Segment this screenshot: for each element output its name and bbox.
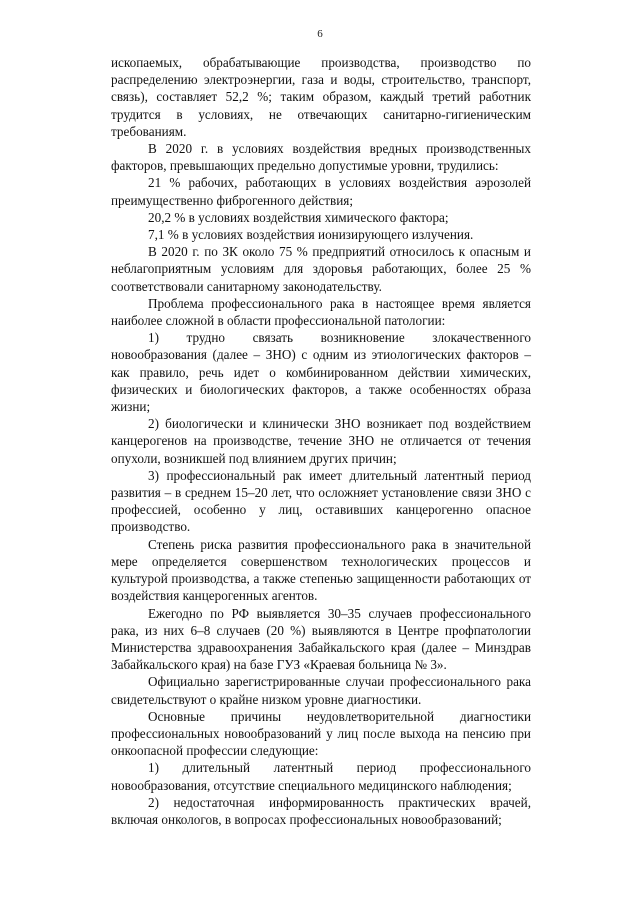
paragraph: Основные причины неудовлетворительной диагностики профессиональных новообразований у лиц после выхода на пенсию при онкоопасной профессии следующие:: [111, 708, 531, 759]
paragraph: В 2020 г. по ЗК около 75 % предприятий относилось к опасным и неблагоприятным условиям для здоровья работающих, более 25 % соответствовали санитарному законодательству.: [111, 244, 531, 294]
paragraph-list-item: 21 % рабочих, работающих в условиях воздействия аэрозолей преимущественно фиброгенного действия;: [111, 175, 531, 208]
paragraph: Проблема профессионального рака в настоящее время является наиболее сложной в области профессиональной патологии:: [111, 295, 531, 329]
paragraph-list-item: 1) трудно связать возникновение злокачественного новообразования (далее – ЗНО) с одним из этиологических факторов – как правило, речь идет о комбинированном действии химических, физических и биологических факторов, а также особенностях образа жизни;: [111, 330, 531, 415]
paragraph-continuation: ископаемых, обрабатывающие производства, производство по распределению электроэнергии, газа и воды, строительство, транспорт, связь), составляет 52,2 %; таким образом, каждый третий работник трудится в условиях, не отвечающих санитарно-гигиеническим требованиям.: [111, 55, 531, 139]
paragraph-list-item: 7,1 % в условиях воздействия ионизирующего излучения.: [148, 227, 474, 243]
paragraph-list-item: 2) недостаточная информированность практических врачей, включая онкологов, в вопросах профессиональных новообразований;: [111, 794, 531, 827]
paragraph-list-item: 20,2 % в условиях воздействия химического фактора;: [148, 209, 449, 225]
paragraph: В 2020 г. в условиях воздействия вредных производственных факторов, превышающих предельно допустимые уровни, трудились:: [111, 141, 531, 174]
paragraph-list-item: 1) длительный латентный период профессионального новообразования, отсутствие специального медицинского наблюдения;: [111, 760, 531, 793]
document-body: [111, 54, 531, 828]
paragraph: Официально зарегистрированные случаи профессионального рака свидетельствуют о крайне низком уровне диагностики.: [111, 674, 531, 707]
paragraph: Степень риска развития профессионального рака в значительной мере определяется совершенством технологических процессов и культурой производства, а также степенью защищенности работающих от воздействия канцерогенных агентов.: [111, 536, 531, 604]
page-number: 6: [317, 28, 323, 40]
paragraph: Ежегодно по РФ выявляется 30–35 случаев профессионального рака, из них 6–8 случаев (20 %) выявляются в Центре профпатологии Министерства здравоохранения Забайкальского края (далее – Минздрав Забайкальского края) на базе ГУЗ «Краевая больница № 3».: [111, 605, 531, 673]
paragraph-list-item: 3) профессиональный рак имеет длительный латентный период развития – в среднем 15–20 лет, что осложняет установление связи ЗНО с профессией, особенно у лиц, оставивших канцерогенно опасное производство.: [111, 467, 531, 535]
paragraph-list-item: 2) биологически и клинически ЗНО возникает под воздействием канцерогенов на производстве, течение ЗНО не отличается от течения опухоли, возникшей под влиянием других причин;: [111, 416, 531, 466]
